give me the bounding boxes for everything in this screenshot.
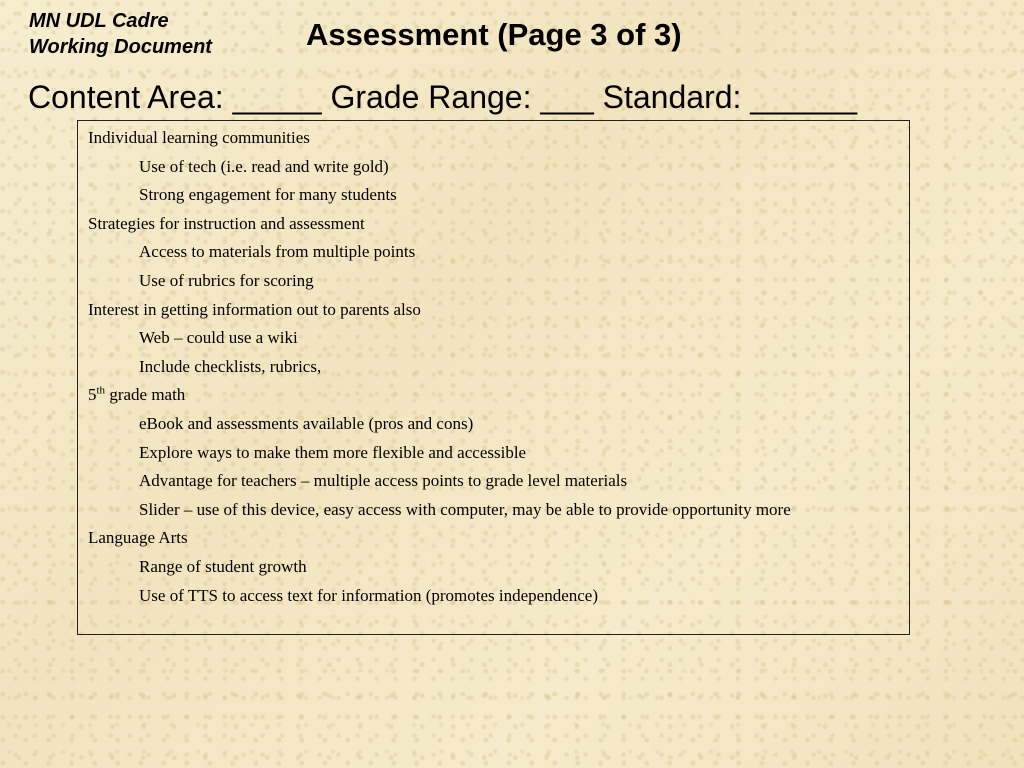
- note-subitem: Include checklists, rubrics,: [139, 356, 322, 376]
- note-subitem: Strong engagement for many students: [139, 185, 397, 205]
- note-item: Language Arts: [88, 528, 188, 548]
- note-subitem: Advantage for teachers – multiple access points to grade level materials: [139, 471, 628, 491]
- note-item: Individual learning communities: [88, 128, 310, 147]
- note-subitem: Use of rubrics for scoring: [139, 270, 314, 290]
- note-subitem: Web – could use a wiki: [139, 328, 298, 348]
- notes-box: [77, 120, 910, 635]
- note-item-number: 5: [88, 385, 97, 405]
- note-item-label: grade math: [105, 385, 186, 405]
- note-subitem: Access to materials from multiple points: [139, 242, 416, 262]
- note-subitem: Use of TTS to access text for information (promotes independence): [139, 585, 599, 605]
- notes-list: [88, 126, 869, 608]
- note-subitem: Explore ways to make them more flexible and accessible: [139, 442, 527, 462]
- note-subitem: eBook and assessments available (pros and cons): [139, 413, 474, 433]
- content-area-subtitle: Content Area: _____ Grade Range: ___ Standard: ______: [28, 79, 858, 115]
- cadre-label: [29, 8, 212, 60]
- note-subitem: Use of tech (i.e. read and write gold): [139, 156, 389, 176]
- note-item: Interest in getting information out to parents also: [88, 299, 421, 319]
- note-item: Strategies for instruction and assessment: [88, 213, 365, 233]
- cadre-label-line1: MN UDL Cadre: [29, 10, 169, 32]
- note-item: [88, 383, 869, 407]
- cadre-label-line2: Working Document: [29, 36, 212, 58]
- note-item-superscript: th: [96, 384, 106, 397]
- page-title: Assessment (Page 3 of 3): [306, 17, 682, 52]
- note-subitem: Slider – use of this device, easy access with computer, may be able to provide opportunity more: [139, 499, 791, 519]
- note-subitem: Range of student growth: [139, 556, 307, 576]
